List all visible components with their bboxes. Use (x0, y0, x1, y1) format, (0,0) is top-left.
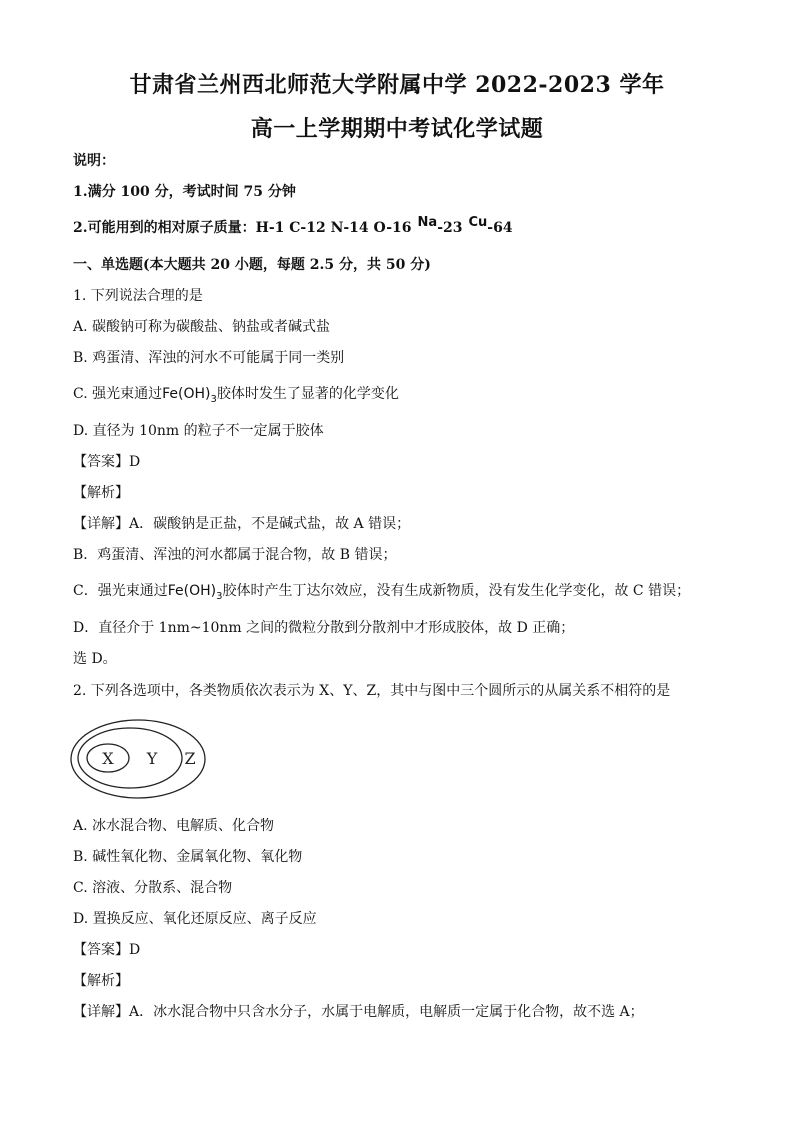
na-mass-value: -23 (437, 220, 463, 236)
label-y: Y (146, 749, 158, 768)
cu-mass (468, 215, 513, 238)
q1-detail-d: D．直径介于 1nm~10nm 之间的微粒分散到分散剂中才形成胶体，故 D 正确； (73, 620, 575, 636)
q1-option-a: A. 碳酸钠可称为碳酸盐、钠盐或者碱式盐 (73, 319, 331, 335)
q1-detail-b: B．鸡蛋清、浑浊的河水都属于混合物，故 B 错误； (73, 547, 397, 563)
q2-stem: 2. 下列各选项中，各类物质依次表示为 X、Y、Z，其中与图中三个圆所示的从属关系不相符的是 (73, 683, 671, 699)
fe-oh3-main: Fe(OH) (162, 386, 211, 402)
notes-item-1: 1.满分 100 分，考试时间 75 分钟 (73, 184, 296, 200)
q1-option-c (73, 385, 399, 405)
fe-oh3-subscript: 3 (210, 394, 217, 405)
q1-detail-c-suffix: 胶体时产生丁达尔效应，没有生成新物质，没有发生化学变化，故 C 错误； (222, 583, 691, 599)
q1-stem: 1. 下列说法合理的是 (73, 288, 203, 304)
na-mass (417, 215, 463, 238)
q1-option-c-suffix: 胶体时发生了显著的化学变化 (216, 386, 399, 402)
q2-option-b: B. 碱性氧化物、金属氧化物、氧化物 (73, 849, 303, 865)
notes-item-2 (73, 215, 513, 238)
q2-option-d: D. 置换反应、氧化还原反应、离子反应 (73, 911, 317, 927)
q1-detail-c-prefix: C．强光束通过 (73, 583, 168, 599)
q1-detail-c (73, 582, 690, 602)
notes-label: 说明： (73, 153, 115, 169)
q1-detail-a: 【详解】A．碳酸钠是正盐，不是碱式盐，故 A 错误； (73, 516, 411, 532)
na-symbol: Na (417, 215, 438, 230)
fe-oh3-subscript: 3 (216, 591, 223, 602)
q1-option-d: D. 直径为 10nm 的粒子不一定属于胶体 (73, 423, 324, 439)
q2-option-a: A. 冰水混合物、电解质、化合物 (73, 818, 275, 834)
exam-title-line2: 高一上学期期中考试化学试题 (250, 116, 544, 142)
q1-analysis-label: 【解析】 (73, 485, 129, 501)
venn-diagram (68, 718, 218, 803)
q2-answer: 【答案】D (73, 942, 141, 958)
q2-detail-a: 【详解】A．冰水混合物中只含水分子，水属于电解质，电解质一定属于化合物，故不选 A； (73, 1004, 644, 1020)
middle-circle-y (78, 728, 182, 788)
fe-oh3-main: Fe(OH) (167, 583, 217, 599)
label-x: X (102, 749, 114, 768)
label-z: Z (184, 749, 196, 768)
q1-option-b: B. 鸡蛋清、浑浊的河水不可能属于同一类别 (73, 350, 345, 366)
q2-analysis-label: 【解析】 (73, 973, 129, 989)
q1-conclusion: 选 D。 (73, 651, 117, 667)
cu-symbol: Cu (468, 215, 488, 230)
atomic-mass-list: 2.可能用到的相对原子质量：H-1 C-12 N-14 O-16 (73, 220, 412, 236)
q1-option-c-prefix: C. 强光束通过 (73, 386, 163, 402)
q2-option-c: C. 溶液、分散系、混合物 (73, 880, 233, 896)
fe-oh3-formula (162, 386, 217, 405)
exam-title-line1: 甘肃省兰州西北师范大学附属中学 2022-2023 学年 (129, 72, 665, 98)
cu-mass-value: -64 (487, 220, 513, 236)
section-heading: 一、单选题(本大题共 20 小题，每题 2.5 分，共 50 分) (73, 257, 431, 273)
fe-oh3-formula (167, 583, 223, 602)
q1-answer: 【答案】D (73, 454, 141, 470)
